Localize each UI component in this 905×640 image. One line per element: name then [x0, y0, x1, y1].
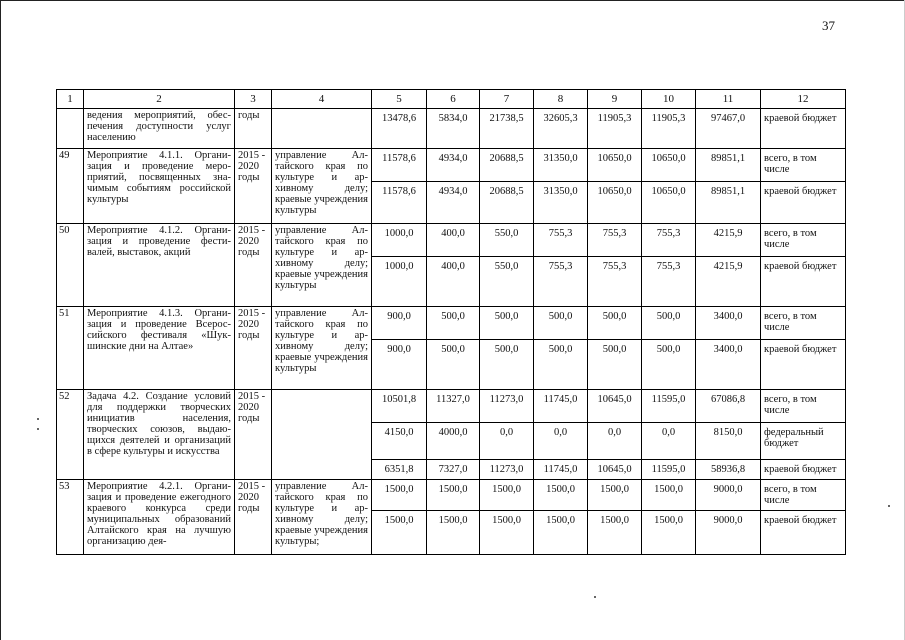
- header-cell: 4: [272, 90, 372, 109]
- header-cell: 5: [372, 90, 427, 109]
- table-row: [57, 109, 846, 149]
- amount-cell: 8150,0: [696, 423, 761, 460]
- amount-cell: 10650,0: [588, 182, 642, 224]
- page-number: 37: [822, 18, 835, 33]
- amount-cell: 11745,0: [534, 460, 588, 480]
- table-row: [57, 307, 846, 340]
- amount-cell: 10650,0: [642, 149, 696, 182]
- amount-cell: 755,3: [642, 257, 696, 307]
- table-row: [57, 480, 846, 511]
- amount-cell: 20688,5: [480, 182, 534, 224]
- amount-cell: 1500,0: [642, 480, 696, 511]
- amount-cell: 500,0: [588, 340, 642, 390]
- amount-cell: 31350,0: [534, 182, 588, 224]
- amount-cell: 755,3: [534, 224, 588, 257]
- amount-cell: 1500,0: [480, 511, 534, 555]
- funding-source: краевой бюджет: [761, 257, 846, 307]
- executor: управление Алтайского края по культуре и архивному делу; краевые учреждения культуры: [272, 307, 372, 390]
- funding-source: всего, в том числе: [761, 149, 846, 182]
- amount-cell: 1500,0: [480, 480, 534, 511]
- amount-cell: 500,0: [427, 340, 480, 390]
- amount-cell: 10501,8: [372, 390, 427, 423]
- amount-cell: 89851,1: [696, 149, 761, 182]
- amount-cell: 0,0: [534, 423, 588, 460]
- amount-cell: 4150,0: [372, 423, 427, 460]
- amount-cell: 755,3: [588, 224, 642, 257]
- amount-cell: 89851,1: [696, 182, 761, 224]
- amount-cell: 500,0: [480, 340, 534, 390]
- executor: управление Алтайского края по культуре и архивному делу; краевые учреждения культуры;: [272, 480, 372, 555]
- header-cell: 12: [761, 90, 846, 109]
- page-top-edge: [0, 0, 905, 1]
- amount-cell: 11905,3: [642, 109, 696, 149]
- amount-cell: 1500,0: [372, 511, 427, 555]
- amount-cell: 10650,0: [642, 182, 696, 224]
- amount-cell: 1500,0: [534, 480, 588, 511]
- amount-cell: 500,0: [534, 307, 588, 340]
- amount-cell: 32605,3: [534, 109, 588, 149]
- amount-cell: 1000,0: [372, 224, 427, 257]
- funding-source: краевой бюджет: [761, 460, 846, 480]
- amount-cell: 4934,0: [427, 149, 480, 182]
- implementation-period: годы: [235, 109, 272, 149]
- amount-cell: 20688,5: [480, 149, 534, 182]
- amount-cell: 31350,0: [534, 149, 588, 182]
- amount-cell: 10645,0: [588, 390, 642, 423]
- amount-cell: 500,0: [642, 307, 696, 340]
- amount-cell: 1500,0: [588, 511, 642, 555]
- scan-speck: [594, 596, 596, 598]
- scan-speck: [888, 505, 890, 507]
- implementation-period: 2015 - 2020 годы: [235, 307, 272, 390]
- table-row: [57, 390, 846, 423]
- funding-source: краевой бюджет: [761, 182, 846, 224]
- amount-cell: 11273,0: [480, 390, 534, 423]
- amount-cell: 4215,9: [696, 224, 761, 257]
- amount-cell: 4000,0: [427, 423, 480, 460]
- page-left-edge: [0, 0, 1, 640]
- amount-cell: 5834,0: [427, 109, 480, 149]
- amount-cell: 500,0: [427, 307, 480, 340]
- amount-cell: 400,0: [427, 257, 480, 307]
- amount-cell: 900,0: [372, 340, 427, 390]
- amount-cell: 1500,0: [642, 511, 696, 555]
- header-row: [57, 90, 846, 109]
- amount-cell: 97467,0: [696, 109, 761, 149]
- amount-cell: 11745,0: [534, 390, 588, 423]
- table-row: [57, 224, 846, 257]
- amount-cell: 11578,6: [372, 182, 427, 224]
- amount-cell: 67086,8: [696, 390, 761, 423]
- amount-cell: 550,0: [480, 257, 534, 307]
- amount-cell: 4215,9: [696, 257, 761, 307]
- row-number: 51: [57, 307, 84, 390]
- measure-name: Мероприятие 4.1.1. Организация и проведение мероприятий, посвященных значимым событиям российской культуры: [84, 149, 235, 224]
- scan-speck: [37, 418, 39, 420]
- header-cell: 2: [84, 90, 235, 109]
- amount-cell: 1500,0: [372, 480, 427, 511]
- funding-source: краевой бюджет: [761, 109, 846, 149]
- funding-source: краевой бюджет: [761, 511, 846, 555]
- amount-cell: 755,3: [642, 224, 696, 257]
- header-cell: 10: [642, 90, 696, 109]
- header-cell: 9: [588, 90, 642, 109]
- measure-name: Мероприятие 4.1.2. Организация и проведение фестивалей, выставок, акций: [84, 224, 235, 307]
- amount-cell: 9000,0: [696, 511, 761, 555]
- funding-source: всего, в том числе: [761, 480, 846, 511]
- amount-cell: 500,0: [642, 340, 696, 390]
- program-measures-table: [56, 89, 846, 555]
- funding-source: федеральный бюджет: [761, 423, 846, 460]
- amount-cell: 13478,6: [372, 109, 427, 149]
- amount-cell: 755,3: [534, 257, 588, 307]
- amount-cell: 11595,0: [642, 460, 696, 480]
- amount-cell: 10645,0: [588, 460, 642, 480]
- header-cell: 8: [534, 90, 588, 109]
- amount-cell: 21738,5: [480, 109, 534, 149]
- amount-cell: 1500,0: [588, 480, 642, 511]
- header-cell: 7: [480, 90, 534, 109]
- amount-cell: 900,0: [372, 307, 427, 340]
- measure-name: ведения мероприятий, обеспечения доступности услуг населению: [84, 109, 235, 149]
- executor: управление Алтайского края по культуре и архивному делу; краевые учреждения культуры: [272, 149, 372, 224]
- amount-cell: 550,0: [480, 224, 534, 257]
- header-cell: 11: [696, 90, 761, 109]
- funding-source: всего, в том числе: [761, 307, 846, 340]
- amount-cell: 0,0: [480, 423, 534, 460]
- row-number: 49: [57, 149, 84, 224]
- amount-cell: 3400,0: [696, 307, 761, 340]
- amount-cell: 4934,0: [427, 182, 480, 224]
- amount-cell: 11273,0: [480, 460, 534, 480]
- funding-source: всего, в том числе: [761, 224, 846, 257]
- executor: [272, 390, 372, 480]
- amount-cell: 10650,0: [588, 149, 642, 182]
- amount-cell: 500,0: [588, 307, 642, 340]
- implementation-period: 2015 - 2020 годы: [235, 390, 272, 480]
- row-number: 52: [57, 390, 84, 480]
- amount-cell: 1500,0: [427, 511, 480, 555]
- table-row: [57, 149, 846, 182]
- amount-cell: 6351,8: [372, 460, 427, 480]
- amount-cell: 11578,6: [372, 149, 427, 182]
- header-cell: 6: [427, 90, 480, 109]
- amount-cell: 7327,0: [427, 460, 480, 480]
- row-number: 50: [57, 224, 84, 307]
- executor: управление Алтайского края по культуре и архивному делу; краевые учреждения культуры: [272, 224, 372, 307]
- amount-cell: 1500,0: [427, 480, 480, 511]
- amount-cell: 1000,0: [372, 257, 427, 307]
- header-cell: 1: [57, 90, 84, 109]
- funding-source: краевой бюджет: [761, 340, 846, 390]
- amount-cell: 11327,0: [427, 390, 480, 423]
- amount-cell: 58936,8: [696, 460, 761, 480]
- amount-cell: 755,3: [588, 257, 642, 307]
- amount-cell: 3400,0: [696, 340, 761, 390]
- amount-cell: 400,0: [427, 224, 480, 257]
- implementation-period: 2015 - 2020 годы: [235, 480, 272, 555]
- implementation-period: 2015 - 2020 годы: [235, 149, 272, 224]
- amount-cell: 0,0: [588, 423, 642, 460]
- measure-name: Мероприятие 4.1.3. Организация и проведение Всероссийского фестиваля «Шукшинские дни на Алтае»: [84, 307, 235, 390]
- measure-name: Задача 4.2. Создание условий для поддержки творческих инициатив населения, творческих союзов, выдающихся деятелей и организаций в сфере культуры и искусства: [84, 390, 235, 480]
- header-cell: 3: [235, 90, 272, 109]
- measure-name: Мероприятие 4.2.1. Организация и проведение ежегодного краевого конкурса среди муниципальных образований Алтайского края на лучшую организацию дея-: [84, 480, 235, 555]
- amount-cell: 500,0: [534, 340, 588, 390]
- row-number: 53: [57, 480, 84, 555]
- amount-cell: 1500,0: [534, 511, 588, 555]
- funding-source: всего, в том числе: [761, 390, 846, 423]
- scan-speck: [37, 428, 39, 430]
- implementation-period: 2015 - 2020 годы: [235, 224, 272, 307]
- row-number: [57, 109, 84, 149]
- executor: [272, 109, 372, 149]
- amount-cell: 11595,0: [642, 390, 696, 423]
- amount-cell: 9000,0: [696, 480, 761, 511]
- amount-cell: 11905,3: [588, 109, 642, 149]
- amount-cell: 500,0: [480, 307, 534, 340]
- amount-cell: 0,0: [642, 423, 696, 460]
